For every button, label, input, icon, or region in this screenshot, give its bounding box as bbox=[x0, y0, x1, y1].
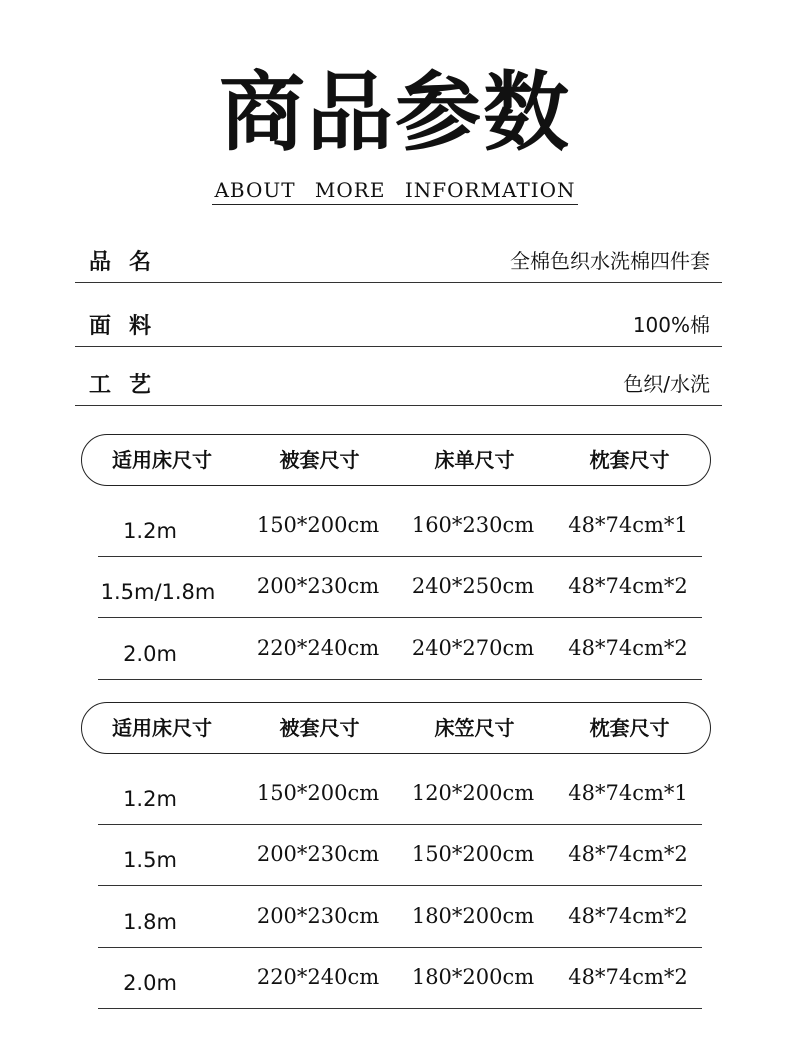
spec-value: 色织/水洗 bbox=[623, 372, 710, 396]
table-row bbox=[98, 824, 702, 886]
spec-value: 100%棉 bbox=[632, 313, 710, 337]
table-cell: 1.5m/1.8m bbox=[100, 580, 216, 604]
table-header-cell: 枕套尺寸 bbox=[589, 448, 670, 472]
spec-label: 面料 bbox=[89, 314, 170, 339]
table-cell: 150*200cm bbox=[256, 513, 380, 537]
table-cell: 240*250cm bbox=[411, 574, 535, 598]
table1-header bbox=[81, 434, 711, 486]
table-cell: 2.0m bbox=[123, 971, 177, 995]
table-cell: 48*74cm*2 bbox=[568, 965, 688, 989]
table-header-cell: 床单尺寸 bbox=[434, 448, 515, 472]
table-cell: 48*74cm*2 bbox=[568, 842, 688, 866]
table-cell: 48*74cm*2 bbox=[568, 904, 688, 928]
table-cell: 1.2m bbox=[123, 519, 177, 543]
table-row bbox=[98, 886, 702, 948]
subtitle-container bbox=[0, 176, 790, 205]
table-cell: 220*240cm bbox=[256, 965, 380, 989]
table-cell: 48*74cm*1 bbox=[568, 781, 688, 805]
spec-row-fabric bbox=[75, 288, 722, 347]
table-header-cell: 床笠尺寸 bbox=[434, 716, 515, 740]
page-title: 商品参数 bbox=[219, 62, 571, 163]
table-cell: 48*74cm*2 bbox=[568, 636, 688, 660]
table-cell: 150*200cm bbox=[411, 842, 535, 866]
table-cell: 160*230cm bbox=[411, 513, 535, 537]
table-cell: 180*200cm bbox=[411, 965, 535, 989]
table-cell: 240*270cm bbox=[411, 636, 535, 660]
table-cell: 1.5m bbox=[123, 848, 177, 872]
spec-label: 品名 bbox=[89, 250, 170, 275]
table-cell: 2.0m bbox=[123, 642, 177, 666]
spec-value: 全棉色织水洗棉四件套 bbox=[510, 249, 710, 273]
table-cell: 150*200cm bbox=[256, 781, 380, 805]
table-cell: 120*200cm bbox=[411, 781, 535, 805]
table-header-cell: 适用床尺寸 bbox=[112, 716, 212, 740]
table-cell: 180*200cm bbox=[411, 904, 535, 928]
table-cell: 200*230cm bbox=[256, 904, 380, 928]
spec-label: 工艺 bbox=[89, 373, 170, 398]
table-header-cell: 适用床尺寸 bbox=[112, 448, 212, 472]
table-row bbox=[98, 763, 702, 825]
table-header-cell: 被套尺寸 bbox=[279, 448, 360, 472]
table-cell: 200*230cm bbox=[256, 574, 380, 598]
page-subtitle: ABOUT MORE INFORMATION bbox=[212, 176, 577, 205]
table-row bbox=[98, 556, 702, 618]
table-cell: 220*240cm bbox=[256, 636, 380, 660]
table-cell: 1.8m bbox=[123, 910, 177, 934]
table-row bbox=[98, 495, 702, 557]
table-header-cell: 枕套尺寸 bbox=[589, 716, 670, 740]
table-header-cell: 被套尺寸 bbox=[279, 716, 360, 740]
table-cell: 48*74cm*2 bbox=[568, 574, 688, 598]
table-cell: 1.2m bbox=[123, 787, 177, 811]
table-cell: 200*230cm bbox=[256, 842, 380, 866]
table-cell: 48*74cm*1 bbox=[568, 513, 688, 537]
spec-row-name bbox=[75, 224, 722, 283]
table2-header bbox=[81, 702, 711, 754]
spec-row-craft bbox=[75, 347, 722, 406]
table-row bbox=[98, 947, 702, 1009]
table-row bbox=[98, 618, 702, 680]
